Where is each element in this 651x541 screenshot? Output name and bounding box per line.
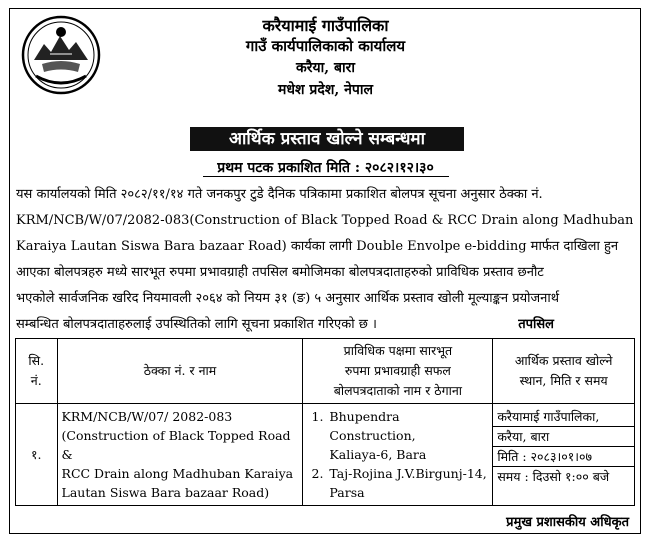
notice-paragraph: [16, 182, 636, 338]
table-header-row: [16, 339, 635, 404]
office-name: करैयामाई गाउँपालिका: [262, 16, 389, 35]
office-province: मधेश प्रदेश, नेपाल: [278, 82, 373, 98]
opening-time: समय : दिउसो १:०० बजे: [497, 469, 610, 484]
bidder-item: 2. Taj-Rojina J.V.Birgunj-14, Parsa: [327, 464, 488, 502]
row-opening: [493, 404, 635, 506]
header-bidders: प्राविधिक पक्षमा सारभूत रुपमा प्रभावग्राही सफल बोलपत्रदाताको नाम र ठेगाना: [303, 339, 493, 404]
table-row: [16, 404, 635, 506]
paragraph-line: KRM/NCB/W/07/2082-083(Construction of Black Topped Road & RCC Drain along Madhuban: [16, 213, 634, 228]
paragraph-line: आएका बोलपत्रहरु मध्ये सारभूत रुपमा प्रभावग्राही तपसिल बमोजिमका बोलपत्रदाताहरुको प्राविधिक प्रस्ताव छनौट: [16, 265, 544, 280]
opening-place-2: करैया, बारा: [493, 427, 634, 447]
opening-place: करैयामाई गाउँपालिका,: [493, 407, 634, 427]
paragraph-line: सम्बन्धित बोलपत्रदाताहरुलाई उपस्थितिको लागि सूचना प्रकाशित गरिएको छ ।: [16, 317, 377, 332]
notice-title: आर्थिक प्रस्ताव खोल्ने सम्बन्धमा: [190, 127, 464, 151]
signature-title: प्रमुख प्रशासकीय अधिकृत: [506, 515, 629, 530]
tapsil-label: तपसिल: [518, 317, 554, 332]
bidder-table: [15, 338, 635, 506]
office-address: करैया, बारा: [296, 60, 355, 76]
header-opening: आर्थिक प्रस्ताव खोल्ने स्थान, मिति र समय: [493, 339, 635, 404]
header-contract: ठेक्का नं. र नाम: [57, 339, 303, 404]
paragraph-line: भएकोले सार्वजनिक खरिद नियमावली २०६४ को नियम ३१ (ङ) ५ अनुसार आर्थिक प्रस्ताव खोली मूल्याङ्कन प्रयोजनार्थ: [16, 291, 560, 306]
publish-underline: [203, 176, 449, 177]
row-bidders: [303, 404, 493, 506]
publish-date: प्रथम पटक प्रकाशित मिति : २०८२।१२।३०: [217, 160, 434, 176]
paragraph-line: Karaiya Lautan Siswa Bara bazaar Road) कार्यका लागी Double Envolpe e-bidding मार्फत दाखिला हुन: [16, 239, 619, 254]
bidder-item: 1. Bhupendra Construction, Kaliaya-6, Bara: [327, 407, 488, 464]
header-sn: सि. नं.: [16, 339, 58, 404]
opening-date: मिति : २०८३।०१।०७: [493, 447, 634, 467]
row-contract: KRM/NCB/W/07/ 2082-083 (Construction of Black Topped Road & RCC Drain along Madhuban Karaiya Lautan Siswa Bara bazaar Road): [57, 404, 303, 506]
row-sn: १.: [16, 404, 58, 506]
paragraph-last-line: [16, 312, 636, 338]
paragraph-line: यस कार्यालयको मिति २०८२/११/१४ गते जनकपुर टुडे दैनिक पत्रिकामा प्रकाशित बोलपत्र सूचना अनुसार ठेक्का नं.: [16, 187, 543, 202]
office-subtitle: गाउँ कार्यपालिकाको कार्यालय: [245, 37, 406, 55]
